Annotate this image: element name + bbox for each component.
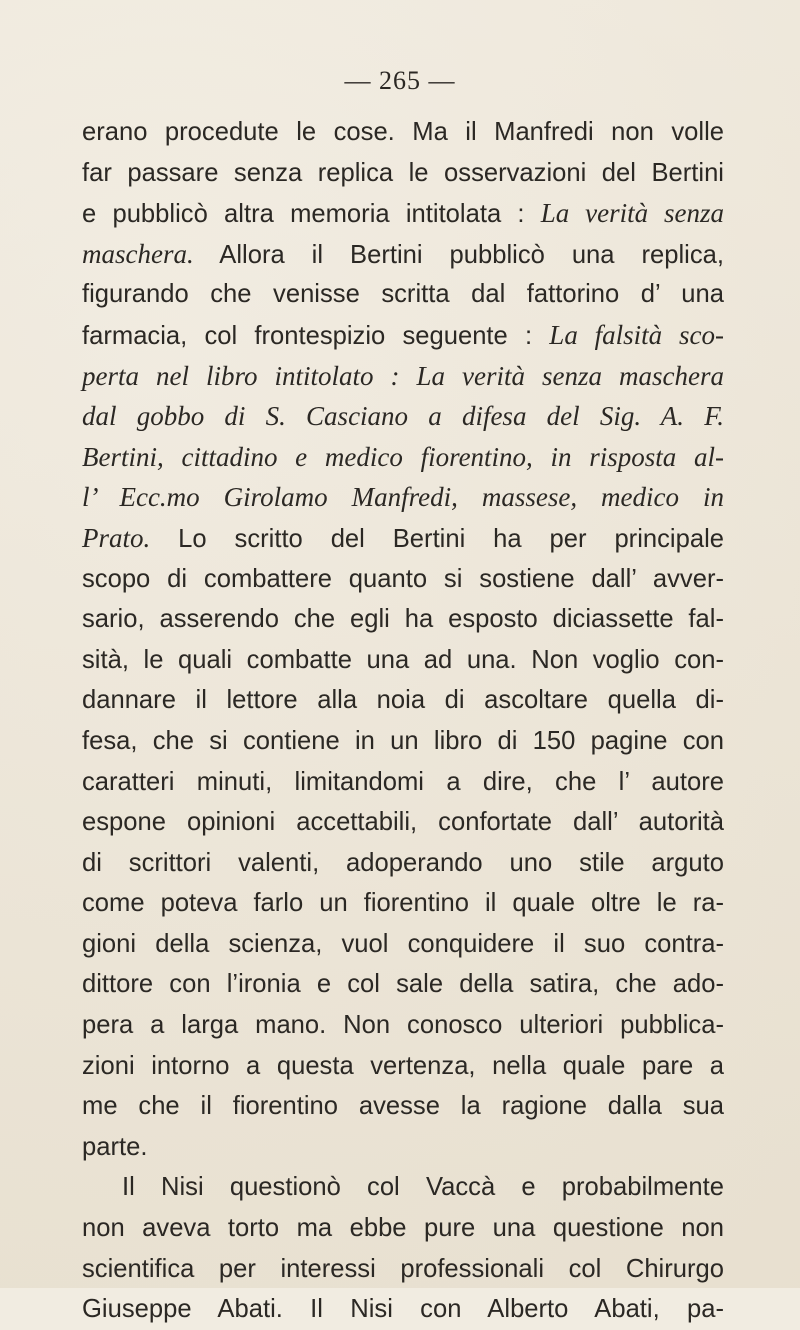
text-line: scientifica per interessi professionali col Chirurgo xyxy=(82,1254,724,1283)
text-line: farmacia, col frontespizio seguente : La falsità sco- xyxy=(82,319,724,350)
text-line-italic: Bertini, cittadino e medico fiorentino, in risposta al- xyxy=(82,441,724,472)
italic-title: La falsità sco- xyxy=(549,319,724,350)
text-line: erano procedute le cose. Ma il Manfredi non volle xyxy=(82,118,724,146)
page-number: — 265 — xyxy=(344,66,456,95)
text-line: far passare senza replica le osservazioni del Bertini xyxy=(82,158,724,187)
text-line: come poteva farlo un fiorentino il quale oltre le ra- xyxy=(82,889,724,918)
text-line-italic: l’ Ecc.mo Girolamo Manfredi, massese, medico in xyxy=(82,482,724,513)
text-line: di scrittori valenti, adoperando uno stile arguto xyxy=(82,848,724,877)
italic-title: Prato. xyxy=(82,522,151,553)
text-line: dannare il lettore alla noia di ascoltare quella di- xyxy=(82,686,724,715)
text-line: non aveva torto ma ebbe pure una questione non xyxy=(82,1214,724,1243)
text-line: Giuseppe Abati. Il Nisi con Alberto Abati, pa- xyxy=(82,1295,724,1324)
text-line: sità, le quali combatte una ad una. Non voglio con- xyxy=(82,645,724,674)
italic-title: maschera. xyxy=(82,238,194,269)
text-line: Il Nisi questionò col Vaccà e probabilmente xyxy=(122,1173,724,1202)
text-line: sario, asserendo che egli ha esposto diciassette fal- xyxy=(82,605,724,634)
text-line: figurando che venisse scritta dal fattorino d’ una xyxy=(82,280,724,309)
text-line: gioni della scienza, vuol conquidere il suo contra- xyxy=(82,929,724,958)
text-line: me che il fiorentino avesse la ragione dalla sua xyxy=(82,1092,724,1121)
text-line: fesa, che si contiene in un libro di 150 pagine con xyxy=(82,726,724,755)
text-line: pera a larga mano. Non conosco ulteriori pubblica- xyxy=(82,1011,724,1040)
text-line: dittore con l’ironia e col sale della satira, che ado- xyxy=(82,970,724,999)
text-line: e pubblicò altra memoria intitolata : La verità senza xyxy=(82,198,725,229)
text-line: scopo di combattere quanto si sostiene dall’ avver- xyxy=(82,564,724,593)
italic-title: La verità senza xyxy=(540,198,725,229)
text-line: zioni intorno a questa vertenza, nella quale pare a xyxy=(82,1051,724,1080)
text-line: espone opinioni accettabili, confortate dall’ autorità xyxy=(82,808,724,837)
text-line: Prato. Lo scritto del Bertini ha per principale xyxy=(82,522,724,553)
text-line: caratteri minuti, limitandomi a dire, che l’ autore xyxy=(82,767,724,796)
text-line-italic: dal gobbo di S. Casciano a difesa del Sig. A. F. xyxy=(82,401,724,432)
text-line: parte. xyxy=(82,1132,148,1161)
body-text xyxy=(82,112,724,1330)
text-line-italic: perta nel libro intitolato : La verità senza maschera xyxy=(82,360,724,391)
text-line: maschera. Allora il Bertini pubblicò una replica, xyxy=(82,238,724,269)
